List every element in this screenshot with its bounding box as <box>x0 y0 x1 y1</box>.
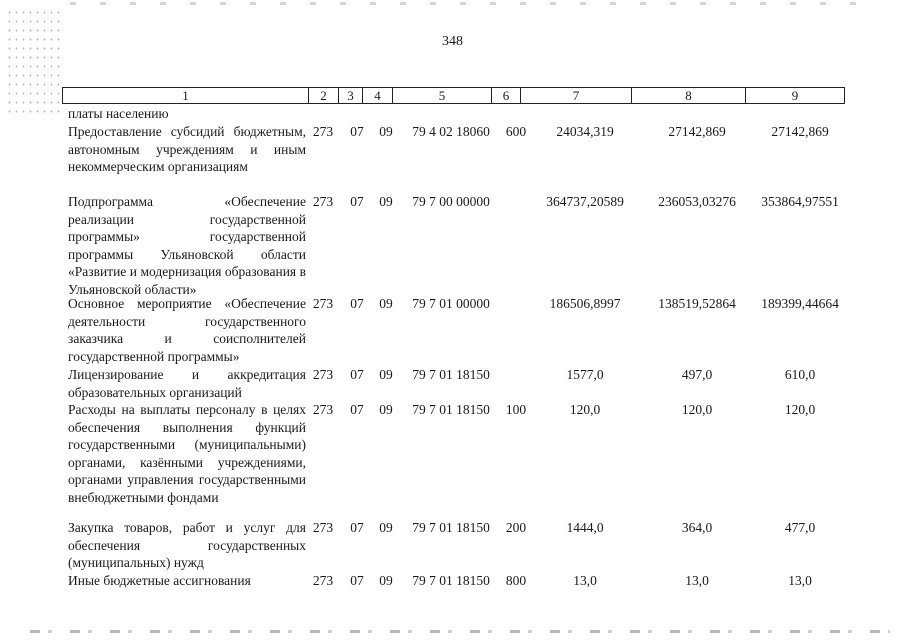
cell-amount-col8: 364,0 <box>681 520 713 535</box>
cell-expense-type: 100 <box>505 402 527 417</box>
cell-amount-col7: 1577,0 <box>566 367 604 382</box>
header-cell: 8 <box>632 88 746 103</box>
cell-target-article: 79 7 01 18150 <box>412 402 490 417</box>
cell-section: 07 <box>350 367 364 382</box>
header-cell: 1 <box>63 88 309 103</box>
row-description: Лицензирование и аккредитация образовательных организаций <box>68 367 306 400</box>
cell-amount-col7: 364737,20589 <box>546 194 624 209</box>
cell-target-article: 79 7 01 00000 <box>412 296 490 311</box>
cell-subsection: 09 <box>379 402 393 417</box>
cell-ministry: 273 <box>312 124 334 139</box>
cell-amount-col9: 610,0 <box>784 367 816 382</box>
cell-ministry: 273 <box>312 367 334 382</box>
header-cell: 2 <box>309 88 339 103</box>
cell-expense-type: 600 <box>505 124 527 139</box>
cell-amount-col9: 13,0 <box>788 573 812 588</box>
cell-section: 07 <box>350 402 364 417</box>
row-description: Основное мероприятие «Обеспечение деятельности государственного заказчика и соисполнителей государственной программы» <box>68 296 306 364</box>
cell-section: 07 <box>350 296 364 311</box>
cell-amount-col7: 1444,0 <box>566 520 604 535</box>
cell-expense-type: 200 <box>505 520 527 535</box>
cell-subsection: 09 <box>379 573 393 588</box>
header-cell: 3 <box>339 88 363 103</box>
cell-amount-col8: 13,0 <box>685 573 709 588</box>
cell-subsection: 09 <box>379 296 393 311</box>
cell-target-article: 79 7 01 18150 <box>412 573 490 588</box>
cell-amount-col8: 138519,52864 <box>658 296 736 311</box>
cell-amount-col9: 120,0 <box>784 402 816 417</box>
cell-amount-col7: 24034,319 <box>556 124 614 139</box>
cell-target-article: 79 7 01 18150 <box>412 367 490 382</box>
cell-target-article: 79 7 01 18150 <box>412 520 490 535</box>
row-description: Подпрограмма «Обеспечение реализации государственной программы» государственной программы Ульяновской области «Развитие и модернизация образования в Ульяновской области» <box>68 194 306 297</box>
cell-section: 07 <box>350 520 364 535</box>
row-description: Предоставление субсидий бюджетным, автономным учреждениям и иным некоммерческим организациям <box>68 124 306 174</box>
cell-ministry: 273 <box>312 402 334 417</box>
cell-ministry: 273 <box>312 194 334 209</box>
cell-target-article: 79 4 02 18060 <box>412 124 490 139</box>
cell-amount-col8: 236053,03276 <box>658 194 736 209</box>
header-cell: 6 <box>492 88 521 103</box>
row-description: Расходы на выплаты персоналу в целях обеспечения выполнения функций государственными (муниципальными) органами, казёнными учреждениями, органами управления государственными внебюджетными фондами <box>68 402 306 505</box>
cell-expense-type: 800 <box>505 573 527 588</box>
cell-subsection: 09 <box>379 367 393 382</box>
cell-amount-col9: 27142,869 <box>771 124 829 139</box>
header-cell: 4 <box>363 88 393 103</box>
cell-amount-col7: 13,0 <box>573 573 597 588</box>
cell-subsection: 09 <box>379 194 393 209</box>
cell-amount-col8: 27142,869 <box>668 124 726 139</box>
row-description: платы населению <box>68 106 169 121</box>
cell-amount-col9: 189399,44664 <box>761 296 839 311</box>
header-cell: 9 <box>791 88 799 103</box>
cell-amount-col8: 497,0 <box>681 367 713 382</box>
cell-amount-col9: 353864,97551 <box>761 194 839 209</box>
cell-amount-col7: 186506,8997 <box>549 296 621 311</box>
cell-ministry: 273 <box>312 296 334 311</box>
row-description: Иные бюджетные ассигнования <box>68 573 251 588</box>
cell-ministry: 273 <box>312 573 334 588</box>
cell-section: 07 <box>350 573 364 588</box>
header-cell: 7 <box>521 88 632 103</box>
cell-target-article: 79 7 00 00000 <box>412 194 490 209</box>
header-cell: 5 <box>393 88 492 103</box>
cell-subsection: 09 <box>379 520 393 535</box>
cell-amount-col8: 120,0 <box>681 402 713 417</box>
cell-section: 07 <box>350 194 364 209</box>
row-description: Закупка товаров, работ и услуг для обеспечения государственных (муниципальных) нужд <box>68 520 306 570</box>
cell-section: 07 <box>350 124 364 139</box>
cell-ministry: 273 <box>312 520 334 535</box>
page-number: 348 <box>442 34 463 49</box>
cell-amount-col7: 120,0 <box>569 402 601 417</box>
cell-amount-col9: 477,0 <box>784 520 816 535</box>
cell-subsection: 09 <box>379 124 393 139</box>
